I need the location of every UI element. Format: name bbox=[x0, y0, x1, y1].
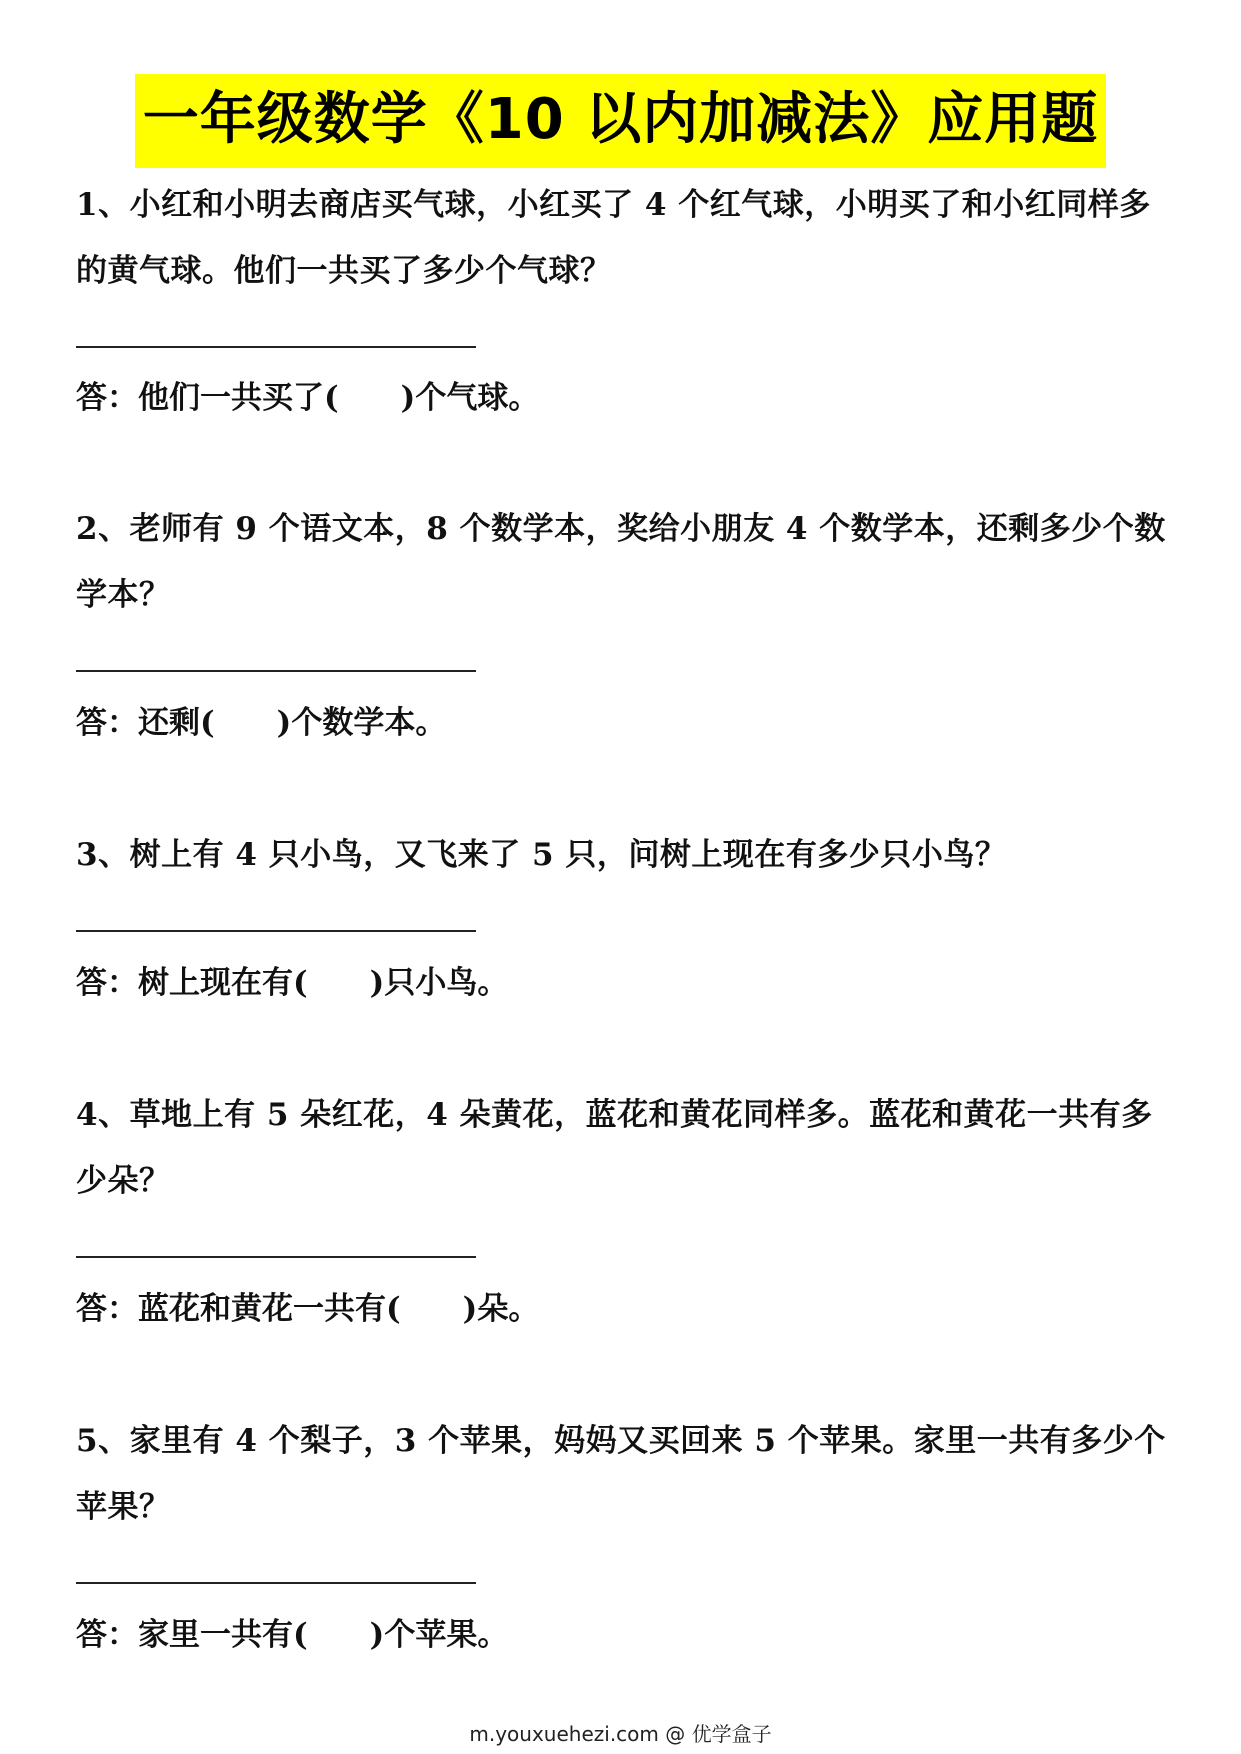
question-4-work-line bbox=[76, 1256, 476, 1258]
question-2-text: 2、老师有 9 个语文本，8 个数学本，奖给小朋友 4 个数学本，还剩多少个数学本？ bbox=[76, 511, 1166, 613]
page-title: 一年级数学《10 以内加减法》应用题 bbox=[135, 74, 1106, 168]
question-5-answer: 答：家里一共有( )个苹果。 bbox=[76, 1617, 509, 1653]
title-container bbox=[0, 74, 1241, 168]
question-4-text: 4、草地上有 5 朵红花，4 朵黄花，蓝花和黄花同样多。蓝花和黄花一共有多少朵？ bbox=[76, 1097, 1153, 1199]
question-3-answer: 答：树上现在有( )只小鸟。 bbox=[76, 965, 509, 1001]
question-1-work-line bbox=[76, 346, 476, 348]
footer-watermark: m.youxuehezi.com @ 优学盒子 bbox=[469, 1722, 772, 1746]
question-1-answer: 答：他们一共买了( )个气球。 bbox=[76, 380, 540, 416]
question-4-answer: 答：蓝花和黄花一共有( )朵。 bbox=[76, 1291, 540, 1327]
question-5-work-line bbox=[76, 1582, 476, 1584]
question-5-text: 5、家里有 4 个梨子，3 个苹果，妈妈又买回来 5 个苹果。家里一共有多少个苹果？ bbox=[76, 1423, 1166, 1525]
question-1-text: 1、小红和小明去商店买气球，小红买了 4 个红气球，小明买了和小红同样多的黄气球。他们一共买了多少个气球？ bbox=[76, 187, 1151, 289]
question-3-text: 3、树上有 4 只小鸟，又飞来了 5 只，问树上现在有多少只小鸟？ bbox=[76, 837, 1007, 873]
question-2-answer: 答：还剩( )个数学本。 bbox=[76, 705, 447, 741]
question-3-work-line bbox=[76, 930, 476, 932]
question-2-work-line bbox=[76, 670, 476, 672]
